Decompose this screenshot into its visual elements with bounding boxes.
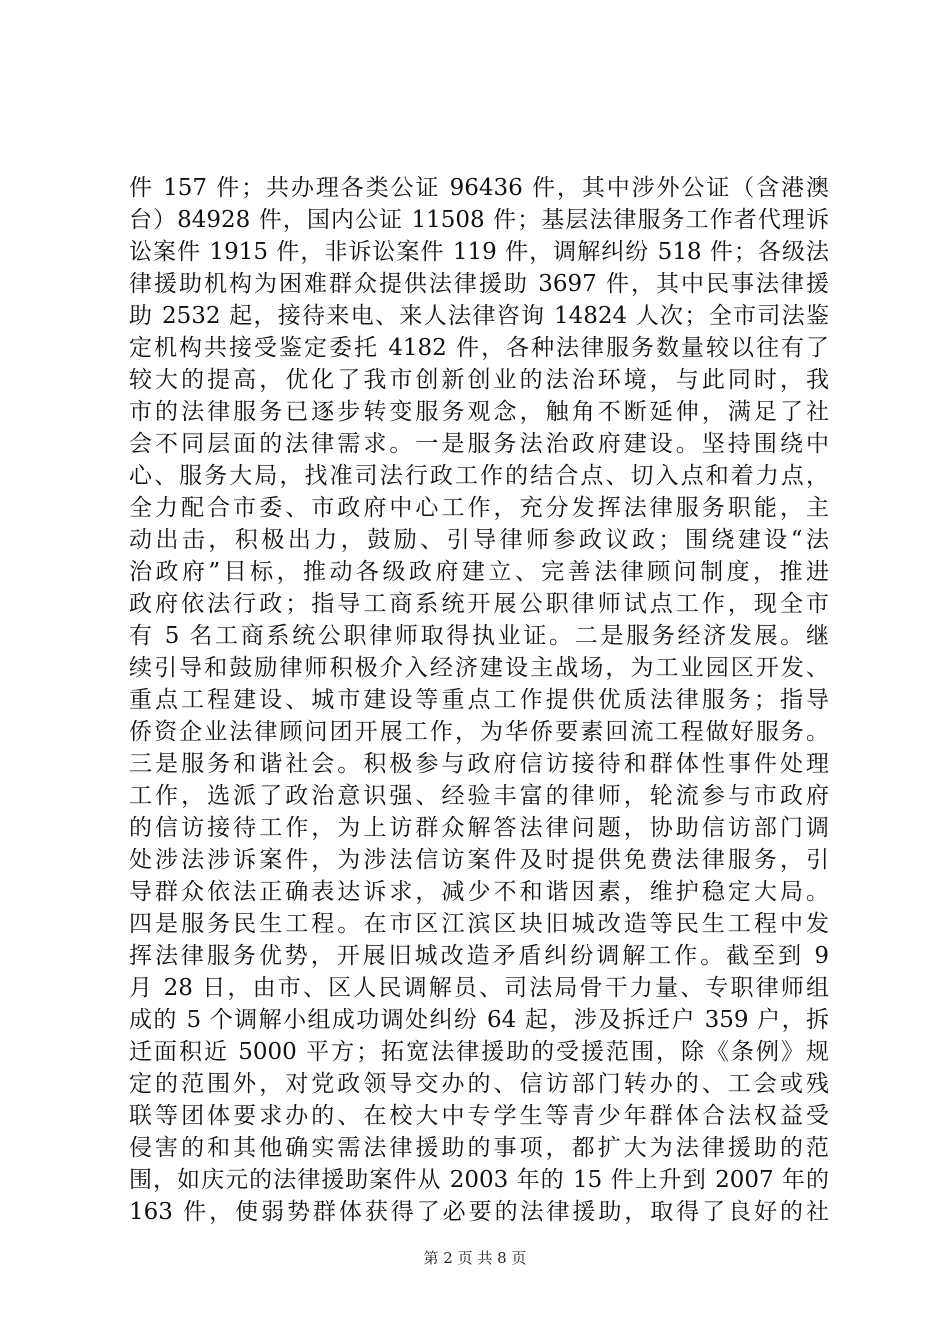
- text-line: 三是服务和谐社会。积极参与政府信访接待和群体性事件处理: [129, 751, 829, 777]
- text-line: 动出击，积极出力，鼓励、引导律师参政议政；围绕建设“法: [129, 527, 829, 553]
- text-line: 成的 5 个调解小组成功调处纠纷 64 起，涉及拆迁户 359 户，拆: [129, 1007, 829, 1033]
- text-line: 心、服务大局，找准司法行政工作的结合点、切入点和着力点，: [129, 463, 829, 489]
- text-line: 围，如庆元的法律援助案件从 2003 年的 15 件上升到 2007 年的: [129, 1167, 829, 1193]
- text-line: 讼案件 1915 件，非诉讼案件 119 件，调解纠纷 518 件；各级法: [129, 239, 829, 265]
- text-line: 律援助机构为困难群众提供法律援助 3697 件，其中民事法律援: [129, 271, 829, 297]
- text-line: 较大的提高，优化了我市创新创业的法治环境，与此同时，我: [129, 367, 829, 393]
- text-line: 会不同层面的法律需求。一是服务法治政府建设。坚持围绕中: [129, 431, 829, 457]
- text-line: 件 157 件；共办理各类公证 96436 件，其中涉外公证（含港澳: [129, 175, 829, 201]
- text-line: 重点工程建设、城市建设等重点工作提供优质法律服务；指导: [129, 687, 829, 713]
- text-line: 四是服务民生工程。在市区江滨区块旧城改造等民生工程中发: [129, 911, 829, 937]
- text-line: 续引导和鼓励律师积极介入经济建设主战场，为工业园区开发、: [129, 655, 829, 681]
- text-line: 163 件，使弱势群体获得了必要的法律援助，取得了良好的社: [129, 1199, 829, 1225]
- text-line: 治政府”目标，推动各级政府建立、完善法律顾问制度，推进: [129, 559, 829, 585]
- text-line: 定机构共接受鉴定委托 4182 件，各种法律服务数量较以往有了: [129, 335, 829, 361]
- text-line: 挥法律服务优势，开展旧城改造矛盾纠纷调解工作。截至到 9: [129, 943, 829, 969]
- text-line: 月 28 日，由市、区人民调解员、司法局骨干力量、专职律师组: [129, 975, 829, 1001]
- text-line: 定的范围外，对党政领导交办的、信访部门转办的、工会或残: [129, 1071, 829, 1097]
- text-line: 联等团体要求办的、在校大中专学生等青少年群体合法权益受: [129, 1103, 829, 1129]
- text-line: 市的法律服务已逐步转变服务观念，触角不断延伸，满足了社: [129, 399, 829, 425]
- text-line: 的信访接待工作，为上访群众解答法律问题，协助信访部门调: [129, 815, 829, 841]
- text-line: 助 2532 起，接待来电、来人法律咨询 14824 人次；全市司法鉴: [129, 303, 829, 329]
- text-line: 工作，选派了政治意识强、经验丰富的律师，轮流参与市政府: [129, 783, 829, 809]
- text-line: 处涉法涉诉案件，为涉法信访案件及时提供免费法律服务，引: [129, 847, 829, 873]
- text-line: 有 5 名工商系统公职律师取得执业证。二是服务经济发展。继: [129, 623, 829, 649]
- text-line: 政府依法行政；指导工商系统开展公职律师试点工作，现全市: [129, 591, 829, 617]
- page-footer: 第 2 页 共 8 页: [423, 1249, 527, 1267]
- text-line: 侨资企业法律顾问团开展工作，为华侨要素回流工程做好服务。: [129, 719, 829, 745]
- text-line: 侵害的和其他确实需法律援助的事项，都扩大为法律援助的范: [129, 1135, 829, 1161]
- text-line: 迁面积近 5000 平方；拓宽法律援助的受援范围，除《条例》规: [129, 1039, 829, 1065]
- body-text: [129, 172, 829, 1228]
- text-line: 导群众依法正确表达诉求，减少不和谐因素，维护稳定大局。: [129, 879, 829, 905]
- text-line: 台）84928 件，国内公证 11508 件；基层法律服务工作者代理诉: [129, 207, 829, 233]
- text-line: 全力配合市委、市政府中心工作，充分发挥法律服务职能，主: [129, 495, 829, 521]
